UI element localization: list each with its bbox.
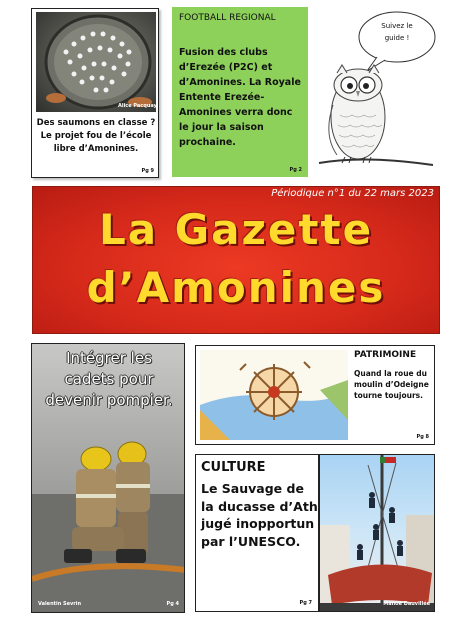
masthead-banner bbox=[32, 186, 440, 334]
photo-credit: Alice Pacquay bbox=[118, 103, 157, 109]
page-ref: Pg 8 bbox=[416, 434, 429, 440]
page-ref: Pg 4 bbox=[166, 601, 179, 607]
issue-line: Périodique n°1 du 22 mars 2023 bbox=[271, 188, 434, 199]
article-headline: Intégrer les cadets pour devenir pompier. bbox=[45, 349, 173, 409]
page-ref: Pg 2 bbox=[289, 167, 302, 173]
salmon-tank-photo bbox=[36, 12, 156, 112]
article-headline: Le Sauvage de la ducasse d’Ath jugé inopportun par l’UNESCO. bbox=[201, 481, 318, 549]
section-heading: FOOTBALL REGIONAL bbox=[179, 13, 276, 23]
speech-bubble-text: Suivez le guide ! bbox=[381, 22, 413, 42]
article-headline: Fusion des clubs d’Erezée (P2C) et d’Amonines. La Royale Entente Erezée-Amonines verra donc le jour la saison prochaine. bbox=[179, 47, 301, 148]
section-heading: CULTURE bbox=[201, 460, 266, 475]
article-card-patrimoine[interactable] bbox=[195, 345, 435, 445]
owl-mascot bbox=[315, 5, 440, 180]
masthead-title-line1: La Gazette bbox=[98, 205, 374, 254]
article-headline: Des saumons en classe ? Le projet fou de l’école libre d’Amonines. bbox=[36, 118, 156, 154]
mill-wheel-drawing bbox=[200, 350, 348, 440]
article-headline: Quand la roue du moulin d’Odeigne tourne toujours. bbox=[354, 369, 429, 400]
page-ref: Pg 7 bbox=[299, 600, 312, 606]
masthead-title-line2: d’Amonines bbox=[86, 263, 386, 312]
photo-credit: Manoë Dauvillée bbox=[383, 601, 430, 607]
page-ref: Pg 9 bbox=[141, 168, 154, 174]
section-heading: PATRIMOINE bbox=[354, 350, 417, 360]
article-card-salmon[interactable] bbox=[31, 8, 159, 178]
article-card-culture[interactable] bbox=[195, 454, 319, 612]
ducasse-photo bbox=[319, 454, 435, 612]
article-card-firefighters[interactable] bbox=[31, 343, 185, 613]
photo-credit: Valentin Sevrin bbox=[38, 601, 82, 607]
article-card-football[interactable] bbox=[172, 7, 308, 177]
